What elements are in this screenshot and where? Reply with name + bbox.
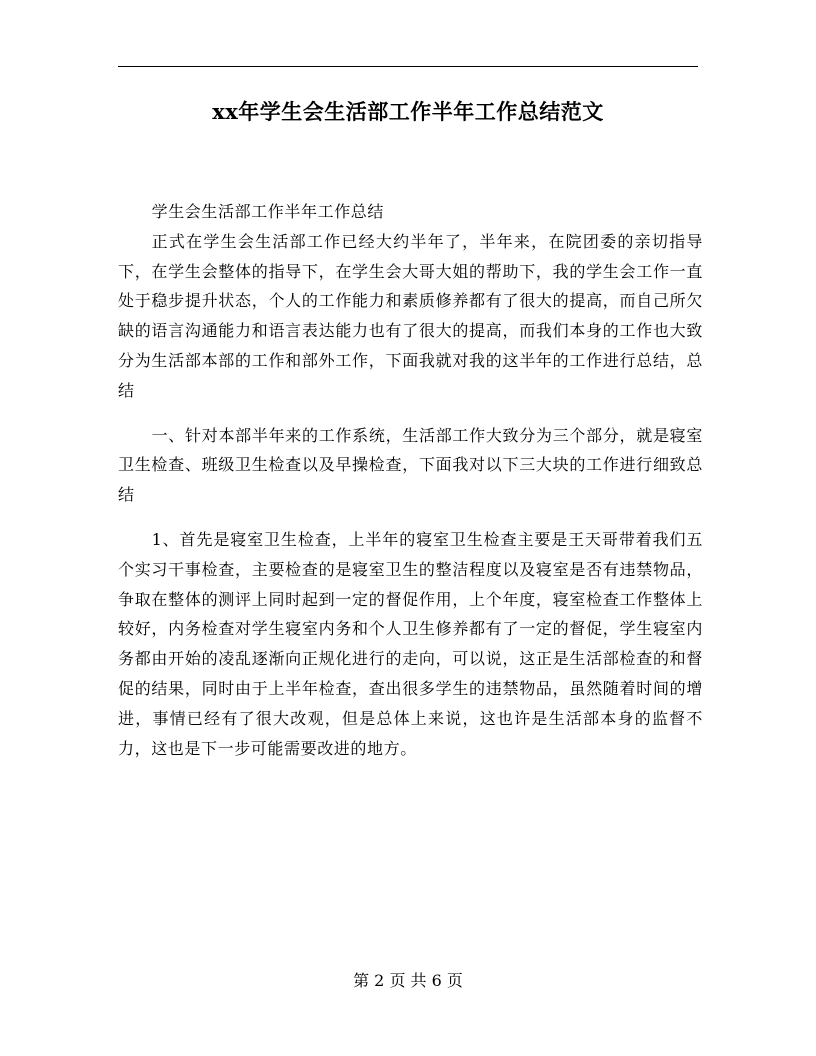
paragraph-section-one: 一、针对本部半年来的工作系统，生活部工作大致分为三个部分，就是寝室卫生检查、班级卫生检查以及早操检查，下面我对以下三大块的工作进行细致总结 [118,425,703,505]
document-body [118,197,703,763]
paragraph-dorm-inspection: 1、首先是寝室卫生检查，上半年的寝室卫生检查主要是王天哥带着我们五个实习干事检查，主要检查的是寝室卫生的整洁程度以及寝室是否有违禁物品，争取在整体的测评上同时起到一定的督促作用，上个年度，寝室检查工作整体上较好，内务检查对学生寝室内务和个人卫生修养都有了一定的督促，学生寝室内务都由开始的凌乱逐渐向正规化进行的走向，可以说，这正是生活部检查的和督促的结果，同时由于上半年检查，查出很多学生的违禁物品，虽然随着时间的增进，事情已经有了很大改观，但是总体上来说，这也许是生活部本身的监督不力，这也是下一步可能需要改进的地方。 [118,529,703,758]
page-number: 第 2 页 共 6 页 [353,971,463,990]
section-subtitle: 学生会生活部工作半年工作总结 [151,202,384,221]
header-rule [118,66,698,67]
document-title: xx年学生会生活部工作半年工作总结范文 [212,99,604,124]
paragraph-intro: 正式在学生会生活部工作已经大约半年了，半年来，在院团委的亲切指导下，在学生会整体的指导下，在学生会大哥大姐的帮助下，我的学生会工作一直处于稳步提升状态，个人的工作能力和素质修养都有了很大的提高，而自己所欠缺的语言沟通能力和语言表达能力也有了很大的提高，而我们本身的工作也大致分为生活部本部的工作和部外工作，下面我就对我的这半年的工作进行总结，总结 [118,231,703,400]
